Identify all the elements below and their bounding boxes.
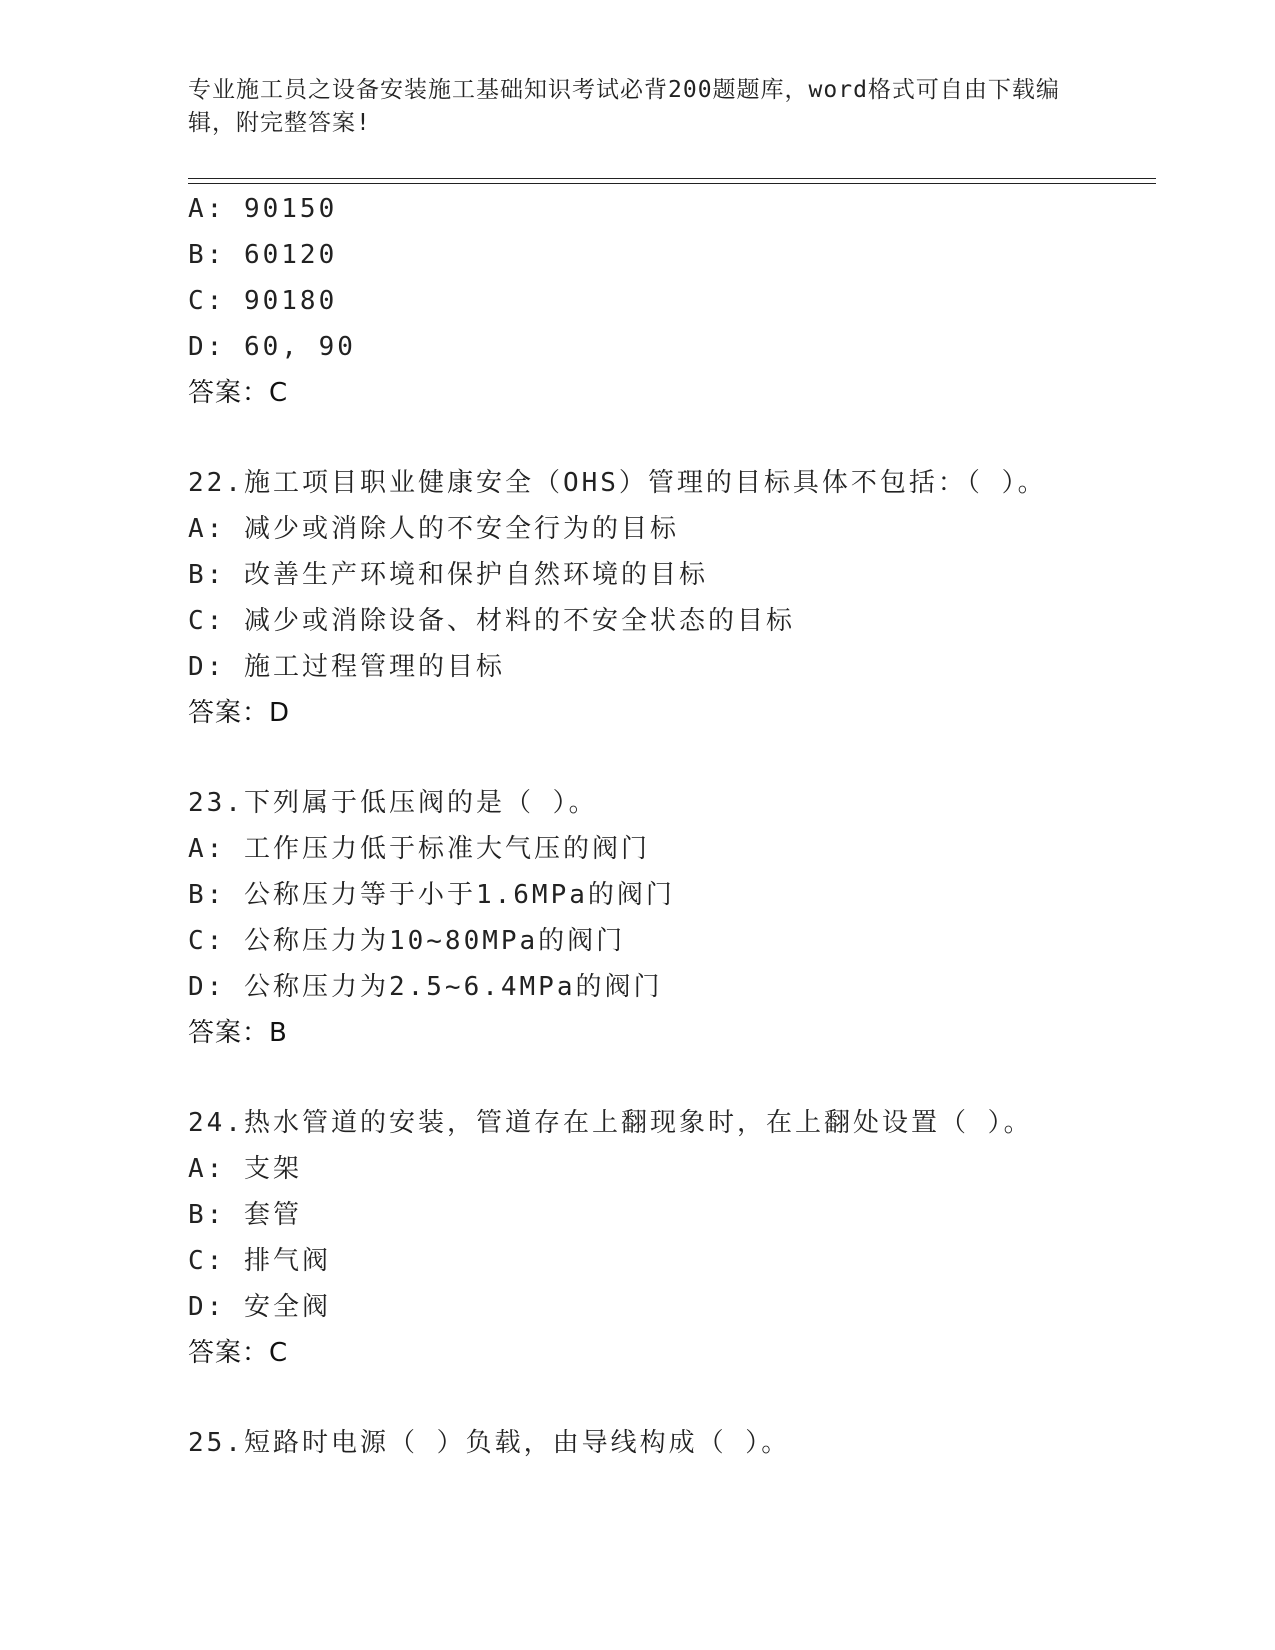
option-a: A: 减少或消除人的不安全行为的目标 (188, 514, 679, 544)
option-d: D: 60, 90 (188, 332, 356, 362)
question-block (188, 780, 1156, 1056)
question-text: 22.施工项目职业健康安全（OHS）管理的目标具体不包括：（ ）。 (188, 468, 1047, 498)
answer-label: 答案：B (188, 1018, 288, 1048)
answer-label: 答案：C (188, 378, 289, 408)
answer-label: 答案：D (188, 698, 291, 728)
question-list (188, 186, 1156, 1466)
answer-label: 答案：C (188, 1338, 289, 1368)
option-b: B: 套管 (188, 1200, 302, 1230)
option-d: D: 公称压力为2.5~6.4MPa的阀门 (188, 972, 663, 1002)
option-b: B: 公称压力等于小于1.6MPa的阀门 (188, 880, 675, 910)
option-c: C: 公称压力为10~80MPa的阀门 (188, 926, 626, 956)
document-header-title: 专业施工员之设备安装施工基础知识考试必背200题题库，word格式可自由下载编辑，附完整答案! (188, 77, 1060, 136)
header-divider-line (188, 183, 1156, 184)
question-text: 25.短路时电源（ ）负载，由导线构成（ ）。 (188, 1428, 791, 1458)
question-text: 24.热水管道的安装，管道存在上翻现象时，在上翻处设置（ ）。 (188, 1108, 1033, 1138)
option-c: C: 90180 (188, 286, 338, 316)
question-block (188, 460, 1156, 736)
question-block (188, 186, 1156, 416)
header-divider-line (188, 178, 1156, 179)
option-c: C: 减少或消除设备、材料的不安全状态的目标 (188, 606, 795, 636)
option-d: D: 施工过程管理的目标 (188, 652, 505, 682)
option-c: C: 排气阀 (188, 1246, 331, 1276)
option-d: D: 安全阀 (188, 1292, 331, 1322)
question-text: 23.下列属于低压阀的是（ ）。 (188, 788, 598, 818)
option-a: A: 支架 (188, 1154, 302, 1184)
question-block (188, 1420, 1156, 1466)
option-b: B: 改善生产环境和保护自然环境的目标 (188, 560, 708, 590)
question-block (188, 1100, 1156, 1376)
option-b: B: 60120 (188, 240, 338, 270)
option-a: A: 90150 (188, 194, 338, 224)
option-a: A: 工作压力低于标准大气压的阀门 (188, 834, 650, 864)
